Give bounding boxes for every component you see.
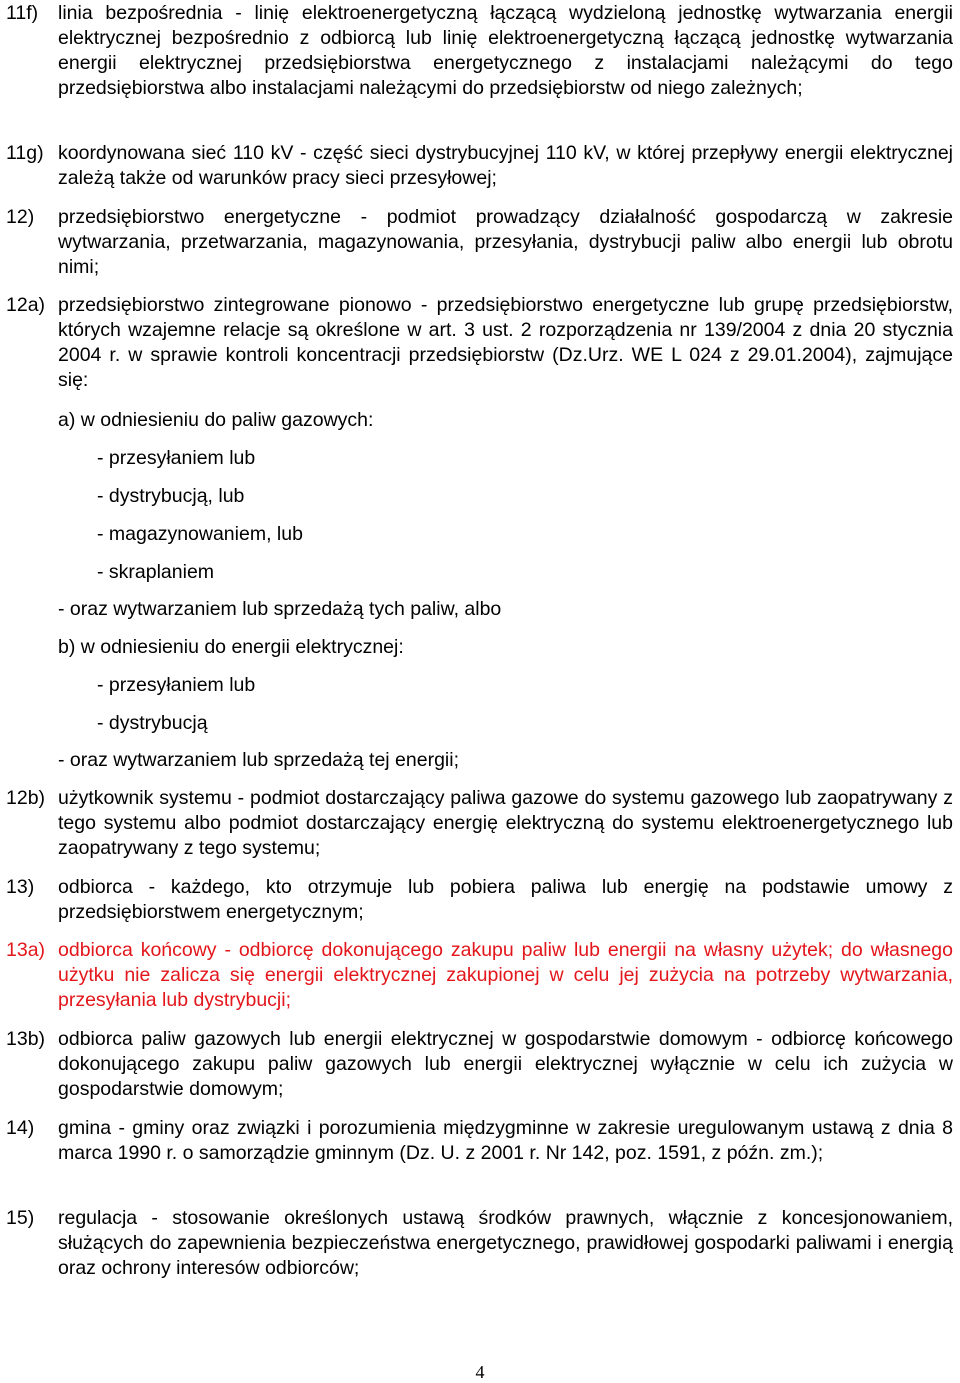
subpoint-a-heading: a) w odniesieniu do paliw gazowych: (58, 409, 374, 431)
definition-number: 15) (6, 1207, 35, 1229)
subpoint-a-item: - przesyłaniem lub (97, 447, 256, 469)
definition-number: 14) (6, 1117, 35, 1139)
page-number: 4 (475, 1362, 485, 1382)
definition-number: 11f) (6, 2, 39, 24)
definition-text: koordynowana sieć 110 kV - część sieci dystrybucyjnej 110 kV, w której przepływy energii elektrycznej zależą także od warunków pracy sieci przesyłowej; (58, 142, 953, 189)
definition-text: odbiorca końcowy - odbiorcę dokonującego zakupu paliw lub energii na własny użytek; do własnego użytku nie zalicza się energii elektrycznej zakupionej w celu jej zużycia na potrzeby wytwarzania, przesyłania lub dystrybucji; (58, 939, 953, 1011)
definition-text: przedsiębiorstwo energetyczne - podmiot prowadzący działalność gospodarczą w zakresie wytwarzania, przetwarzania, magazynowania, przesyłania, dystrybucji paliw albo energii lub obrotu nimi; (58, 206, 953, 278)
definition-number: 13) (6, 876, 35, 898)
definition-number: 13b) (6, 1028, 46, 1050)
definition-number: 12) (6, 206, 35, 228)
definition-text: użytkownik systemu - podmiot dostarczający paliwa gazowe do systemu gazowego lub zaopatrywany z tego systemu albo podmiot dostarczający energię elektryczną do systemu elektroenergetycznego lub zaopatrywany z tego systemu; (58, 787, 953, 859)
subpoint-b-heading: b) w odniesieniu do energii elektrycznej: (58, 636, 404, 658)
subpoint-a-item: - dystrybucją, lub (97, 485, 245, 507)
subpoint-a-item: - skraplaniem (97, 561, 215, 583)
subpoint-a-tail: - oraz wytwarzaniem lub sprzedażą tych paliw, albo (58, 598, 502, 620)
definition-number: 12b) (6, 787, 46, 809)
definition-text: przedsiębiorstwo zintegrowane pionowo - przedsiębiorstwo energetyczne lub grupę przedsiębiorstw, których wzajemne relacje są określone w art. 3 ust. 2 rozporządzenia nr 139/2004 z dnia 20 stycznia 2004 r. w sprawie kontroli koncentracji przedsiębiorstw (Dz.Urz. WE L 024 z 29.01.2004), zajmujące się: (58, 294, 953, 391)
definition-text: odbiorca paliw gazowych lub energii elektrycznej w gospodarstwie domowym - odbiorcę końcowego dokonującego zakupu paliw gazowych lub energii elektrycznej wyłącznie w celu ich zużycia w gospodarstwie domowym; (58, 1028, 953, 1100)
definition-text: regulacja - stosowanie określonych ustawą środków prawnych, włącznie z koncesjonowaniem, służących do zapewnienia bezpieczeństwa energetycznego, prawidłowej gospodarki paliwami i energią oraz ochrony interesów odbiorców; (58, 1207, 953, 1279)
subpoint-b-tail: - oraz wytwarzaniem lub sprzedażą tej energii; (58, 749, 460, 771)
definition-text: linia bezpośrednia - linię elektroenergetyczną łączącą wydzieloną jednostkę wytwarzania energii elektrycznej bezpośrednio z odbiorcą lub linię elektroenergetyczną łączącą jednostkę wytwarzania energii elektrycznej przedsiębiorstwa energetycznego z instalacjami należącymi do tego przedsiębiorstwa albo instalacjami należącymi do przedsiębiorstw od niego zależnych; (58, 2, 953, 99)
subpoint-b-item: - przesyłaniem lub (97, 674, 256, 696)
subpoint-b-item: - dystrybucją (97, 712, 208, 734)
definition-number: 13a) (6, 939, 46, 961)
definition-text: odbiorca - każdego, kto otrzymuje lub pobiera paliwa lub energię na podstawie umowy z przedsiębiorstwem energetycznym; (58, 876, 953, 923)
definition-text: gmina - gminy oraz związki i porozumienia międzygminne w zakresie uregulowanym ustawą z dnia 8 marca 1990 r. o samorządzie gminnym (Dz. U. z 2001 r. Nr 142, poz. 1591, z późn. zm.); (58, 1117, 953, 1164)
definition-number: 11g) (6, 142, 44, 164)
definition-number: 12a) (6, 294, 46, 316)
subpoint-a-item: - magazynowaniem, lub (97, 523, 303, 545)
